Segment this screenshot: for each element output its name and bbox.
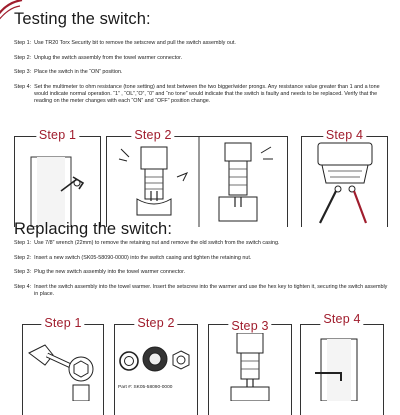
panel-step-label: Step 1 [41,316,84,330]
replacing-panels [0,312,400,414]
replacing-step-4 [14,284,392,298]
testing-step-2 [14,55,392,62]
replacing-step-1 [14,240,392,247]
step-label: Step 2: [14,54,32,61]
testing-steps [14,40,392,105]
part-number-label: Part #: SK05-58090-0000 [118,385,173,390]
replacing-step-2 [14,255,392,262]
step-text: Unplug the switch assembly from the towel warmer connector. [34,54,183,61]
replacing-steps [14,240,392,298]
step-label: Step 1: [14,40,32,46]
step-text: Insert a new switch (SK05-58090-0000) into the switch casing and tighten the retaining nut. [34,254,252,261]
step-label: Step 1: [14,240,32,246]
hex-key-install-illustration [301,325,383,401]
panel-step-label: Step 3 [228,319,271,333]
step-text: Insert the switch assembly into the towel warmer. Insert the setscrew into the warmer and use the hex key to tighten it, securing the switch assembly in place. [34,283,388,297]
testing-panel-step-2 [106,128,288,227]
testing-panels [0,128,400,226]
testing-section-title: Testing the switch: [14,10,151,28]
testing-step-1 [14,40,392,47]
step-text: Use 7/8” wrench (22mm) to remove the retaining nut and remove the old switch from the switch casing. [34,240,280,246]
step-label: Step 2: [14,254,32,261]
multimeter-test-illustration [302,137,387,227]
step-text: Place the switch in the “ON” position. [34,69,123,76]
step-label: Step 3: [14,69,32,76]
testing-step-3 [14,69,392,76]
replacing-panel-step-1 [22,316,104,415]
panel-step-label: Step 2 [131,128,174,142]
step-label: Step 4: [14,83,32,90]
replacing-panel-step-3 [208,319,292,415]
panel-step-label: Step 4 [320,312,363,326]
step-text: Plug the new switch assembly into the towel warmer connector. [34,269,186,276]
step-text: Use TR20 Torx Security bit to remove the setscrew and pull the switch assembly out. [34,40,236,46]
step-label: Step 3: [14,269,32,276]
panel-step-label: Step 2 [134,316,177,330]
wrench-illustration [23,325,103,401]
plug-switch-illustration [209,325,291,401]
step-text: Set the multimeter to ohm resistance (tone setting) and test between the two bigger/wider prongs. Any resistance value greater than 1 and a tone would indicate normal operation. “1” , “OL”,“O”, “0” and “no tone” would indicate that the switch is faulty and needs to be replaced. Verify that the reading on the meter changes with each “ON” and “OFF” position change. [34,83,380,104]
replacing-panel-step-4 [300,312,384,415]
replacing-section-title: Replacing the switch: [14,220,173,238]
panel-step-label: Step 1 [36,128,79,142]
testing-panel-step-1 [14,128,101,227]
panel-step-label: Step 4 [323,128,366,142]
testing-step-4 [14,84,392,105]
towel-warmer-bar-illustration [15,137,100,227]
replacing-step-3 [14,269,392,276]
step-label: Step 4: [14,283,32,290]
replacing-panel-step-2 [114,316,198,415]
testing-panel-step-4 [301,128,388,227]
switch-removal-illustration [107,137,287,227]
